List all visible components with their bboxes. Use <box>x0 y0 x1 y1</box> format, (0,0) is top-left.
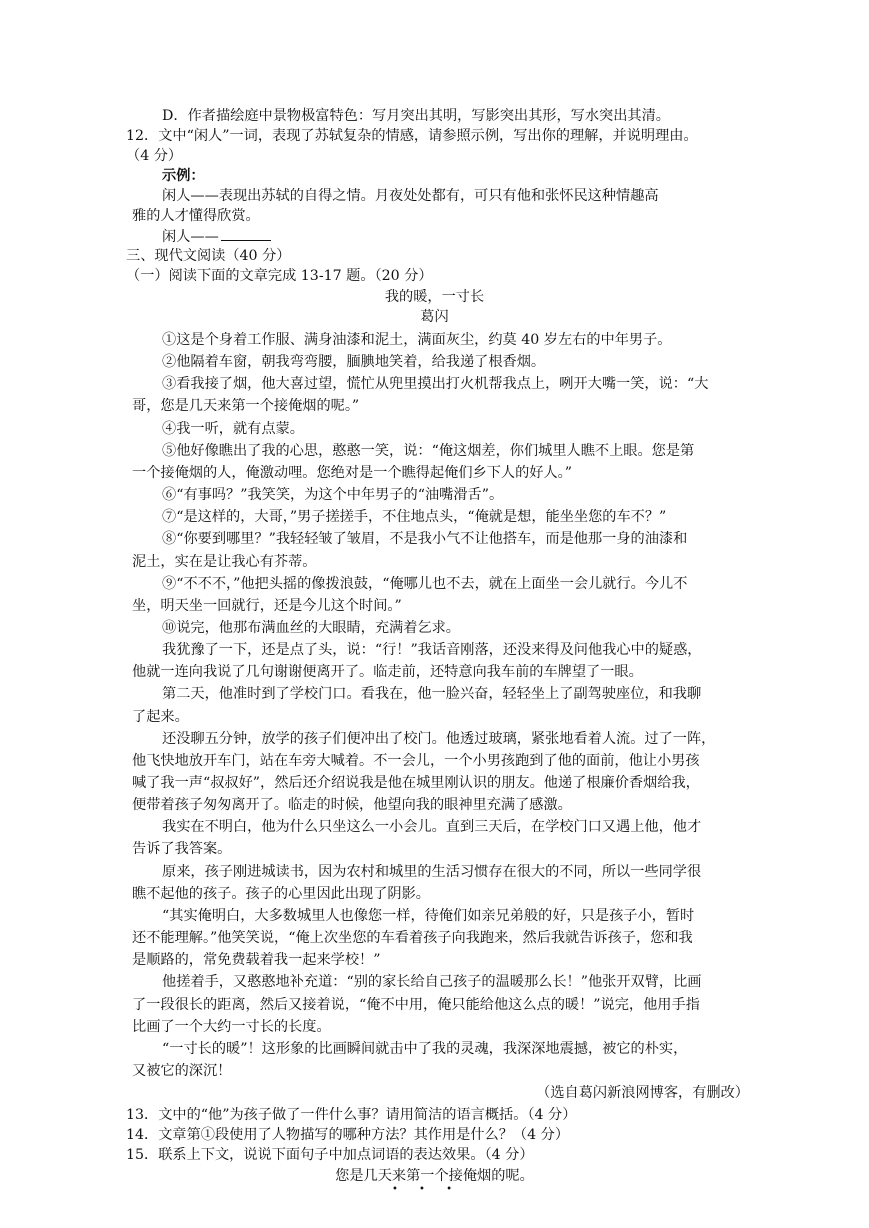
article-line: “一寸长的暖”！这形象的比画瞬间就击中了我的灵魂，我深深地震撼，被它的朴实， <box>162 1041 688 1057</box>
article-line: 了一段很长的距离，然后又接着说，“俺不中用，俺只能给他这么点的暖！”说完，他用手指 <box>132 997 700 1013</box>
option-d: D．作者描绘庭中景物极富特色：写月突出其明，写影突出其形，写水突出其清。 <box>162 108 670 124</box>
question-15: 15．联系上下文，说说下面句子中加点词语的表达效果。（4 分） <box>126 1147 534 1163</box>
article-line: 比画了一个大约一寸长的长度。 <box>132 1019 331 1035</box>
article-line: ⑧“你要到哪里？”我轻轻皱了皱眉，不是我小气不让他搭车，而是他那一身的油漆和 <box>162 531 688 547</box>
article-line: 泥土，实在是让我心有芥蒂。 <box>132 554 317 570</box>
article-line: 一个接俺烟的人，俺激动哩。您绝对是一个瞧得起俺们乡下人的好人。” <box>132 465 572 481</box>
article-line: 原来，孩子刚进城读书，因为农村和城里的生活习惯存在很大的不同，所以一些同学很 <box>162 864 702 880</box>
article-line: 瞧不起他的孩子。孩子的心里因此出现了阴影。 <box>132 886 430 902</box>
question-12-score: （4 分） <box>126 148 183 164</box>
article-line: 还没聊五分钟，放学的孩子们便冲出了校门。他透过玻璃，紧张地看着人流。过了一阵， <box>162 731 716 747</box>
article-line: 我实在不明白，他为什么只坐这么一小会儿。直到三天后，在学校门口又遇上他，他才 <box>162 819 702 835</box>
article-line: ⑥“有事吗？”我笑笑，为这个中年男子的“油嘴滑舌”。 <box>162 487 504 503</box>
emphasis-dots: • • • <box>392 1184 452 1195</box>
article-line: 坐，明天坐一回就行，还是今儿这个时间。” <box>132 598 402 614</box>
section-3-title: 三、现代文阅读（40 分） <box>126 248 291 264</box>
example-line-2: 雅的人才懂得欣赏。 <box>132 208 260 224</box>
article-line: ③看我接了烟，他大喜过望，慌忙从兜里摸出打火机帮我点上，咧开大嘴一笑，说：“大 <box>162 376 709 392</box>
article-line: ④我一听，就有点蒙。 <box>162 421 304 437</box>
article-line: 他搓着手，又憨憨地补充道：“别的家长给自己孩子的温暖那么长！”他张开双臂，比画 <box>162 974 702 990</box>
article-title: 我的暖，一寸长 <box>384 289 485 305</box>
article-line: 他就一连向我说了几句谢谢便离开了。临走前，还特意向我车前的车牌望了一眼。 <box>132 664 643 680</box>
example-label: 示例： <box>162 168 205 184</box>
article-line: ①这是个身着工作服、满身油漆和泥土，满面灰尘，约莫 40 岁左右的中年男子。 <box>162 332 672 348</box>
article-line: 还不能理解。”他笑笑说，“俺上次坐您的车看着孩子向我跑来，然后我就告诉孩子，您和我 <box>132 930 693 946</box>
article-line: 便带着孩子匆匆离开了。临走的时候，他望向我的眼神里充满了感激。 <box>132 797 572 813</box>
question-13: 13．文中的“他”为孩子做了一件什么事？请用简洁的语言概括。（4 分） <box>126 1107 577 1123</box>
article-line: ②他隔着车窗，朝我弯弯腰，腼腆地笑着，给我递了根香烟。 <box>162 354 546 370</box>
article-line: 又被它的深沉！ <box>132 1063 232 1079</box>
article-line: 他飞快地放开车门，站在车旁大喊着。不一会儿，一个小男孩跑到了他的面前，他让小男孩 <box>132 753 700 769</box>
answer-prefix: 闲人—— <box>162 229 219 245</box>
article-line: ⑨“不不不，”他把头摇的像拨浪鼓，“俺哪儿也不去，就在上面坐一会儿就行。今儿不 <box>162 576 688 592</box>
article-line: 是顺路的，常免费载着我一起来学校！” <box>132 952 381 968</box>
article-source: （选自葛闪新浪网博客，有删改） <box>536 1085 749 1101</box>
article-line: 喊了我一声“叔叔好”，然后还介绍说我是他在城里刚认识的朋友。他递了根廉价香烟给我， <box>132 775 700 791</box>
article-line: 哥，您是几天来第一个接俺烟的呢。” <box>132 398 360 414</box>
example-line-1: 闲人——表现出苏轼的自得之情。月夜处处都有，可只有他和张怀民这种情趣高 <box>162 188 659 204</box>
article-line: ⑤他好像瞧出了我的心思，憨憨一笑，说：“俺这烟差，你们城里人瞧不上眼。您是第 <box>162 443 695 459</box>
article-line: 我犹豫了一下，还是点了头，说：“行！”我话音刚落，还没来得及问他我心中的疑惑， <box>162 642 702 658</box>
question-12: 12．文中“闲人”一词，表现了苏轼复杂的情感，请参照示例，写出你的理解，并说明理由。 <box>126 128 698 144</box>
article-line: ⑩说完，他那布满血丝的大眼睛，充满着乞求。 <box>162 620 460 636</box>
article-line: 告诉了我答案。 <box>132 841 232 857</box>
answer-blank <box>221 226 271 241</box>
article-line: 了起来。 <box>132 709 189 725</box>
article-line: “其实俺明白，大多数城里人也像您一样，待俺们如亲兄弟般的好，只是孩子小，暂时 <box>162 908 695 924</box>
article-line: 第二天，他准时到了学校门口。看我在，他一脸兴奋，轻轻坐上了副驾驶座位，和我聊 <box>162 686 702 702</box>
question-14: 14．文章第①段使用了人物描写的哪种方法？其作用是什么？（4 分） <box>126 1127 570 1143</box>
section-3-sub-1: （一）阅读下面的文章完成 13-17 题。（20 分） <box>126 268 433 284</box>
question-15-sentence: 您是几天来第一个接俺烟的呢。 <box>335 1168 534 1184</box>
article-author: 葛闪 <box>420 309 449 325</box>
answer-line <box>162 226 271 247</box>
article-line: ⑦“是这样的，大哥，”男子搓搓手，不住地点头，“俺就是想，能坐坐您的车不？” <box>162 509 667 525</box>
